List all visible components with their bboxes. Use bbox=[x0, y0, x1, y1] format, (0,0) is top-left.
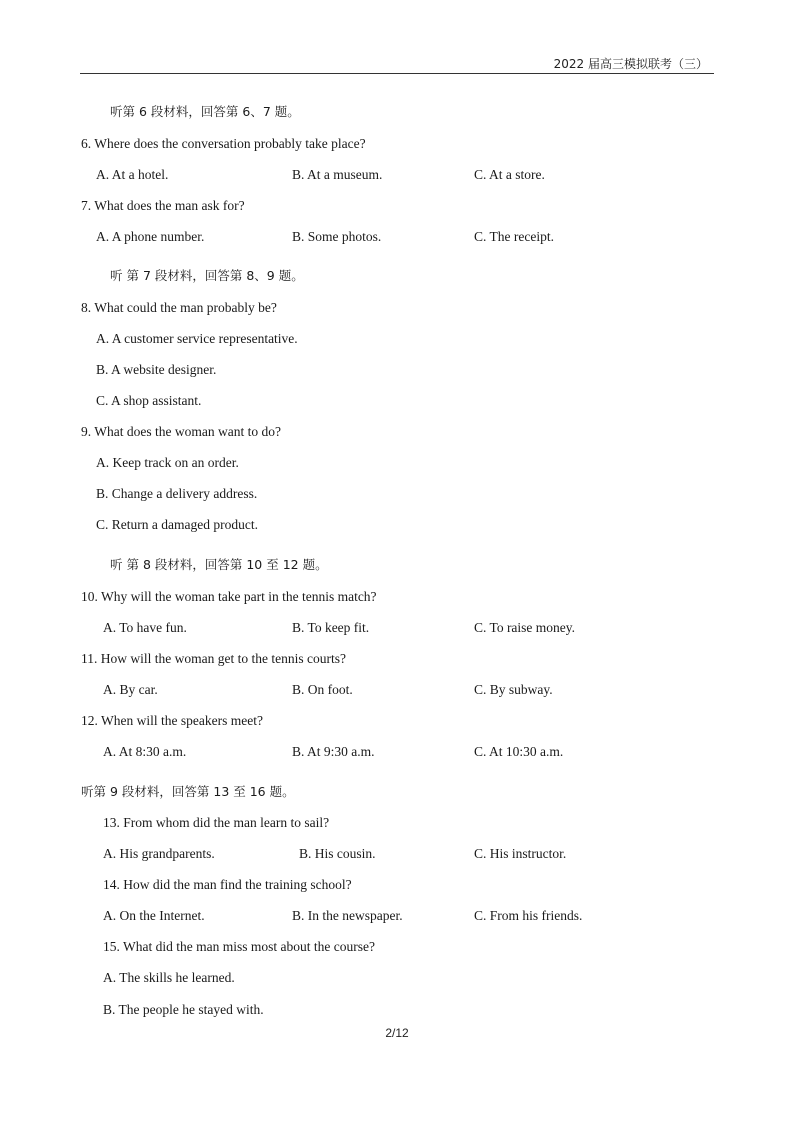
q13-option-c: C. His instructor. bbox=[474, 846, 567, 861]
q10-option-c: C. To raise money. bbox=[474, 620, 576, 635]
section-instruction-7: 听 第 7 段材料，回答第 8、9 题。 bbox=[110, 268, 304, 283]
question-8: 8. What could the man probably be? bbox=[81, 300, 277, 315]
question-7: 7. What does the man ask for? bbox=[81, 198, 245, 213]
q7-option-a: A. A phone number. bbox=[96, 229, 205, 244]
q9-option-b: B. Change a delivery address. bbox=[96, 486, 258, 501]
question-10: 10. Why will the woman take part in the tennis match? bbox=[81, 589, 377, 604]
q9-option-a: A. Keep track on an order. bbox=[96, 455, 239, 470]
q8-option-b: B. A website designer. bbox=[96, 362, 217, 377]
q13-option-b: B. His cousin. bbox=[299, 846, 376, 861]
q15-option-b: B. The people he stayed with. bbox=[103, 1002, 264, 1017]
q14-option-c: C. From his friends. bbox=[474, 908, 583, 923]
question-12: 12. When will the speakers meet? bbox=[81, 713, 263, 728]
q6-option-b: B. At a museum. bbox=[292, 167, 383, 182]
q10-option-b: B. To keep fit. bbox=[292, 620, 370, 635]
q10-option-a: A. To have fun. bbox=[103, 620, 187, 635]
q9-option-c: C. Return a damaged product. bbox=[96, 517, 258, 532]
q12-option-c: C. At 10:30 a.m. bbox=[474, 744, 564, 759]
header-divider bbox=[80, 73, 714, 74]
page-number: 2/12 bbox=[385, 1026, 409, 1040]
q7-option-c: C. The receipt. bbox=[474, 229, 554, 244]
q11-option-b: B. On foot. bbox=[292, 682, 353, 697]
question-6: 6. Where does the conversation probably take place? bbox=[81, 136, 366, 151]
q6-option-a: A. At a hotel. bbox=[96, 167, 169, 182]
question-15: 15. What did the man miss most about the course? bbox=[103, 939, 375, 954]
q11-option-a: A. By car. bbox=[103, 682, 158, 697]
question-11: 11. How will the woman get to the tennis courts? bbox=[81, 651, 346, 666]
q11-option-c: C. By subway. bbox=[474, 682, 553, 697]
q14-option-b: B. In the newspaper. bbox=[292, 908, 403, 923]
question-14: 14. How did the man find the training school? bbox=[103, 877, 352, 892]
q12-option-a: A. At 8:30 a.m. bbox=[103, 744, 187, 759]
question-9: 9. What does the woman want to do? bbox=[81, 424, 281, 439]
q8-option-a: A. A customer service representative. bbox=[96, 331, 298, 346]
q14-option-a: A. On the Internet. bbox=[103, 908, 205, 923]
section-instruction-9: 听第 9 段材料，回答第 13 至 16 题。 bbox=[81, 784, 295, 799]
q8-option-c: C. A shop assistant. bbox=[96, 393, 202, 408]
q12-option-b: B. At 9:30 a.m. bbox=[292, 744, 375, 759]
section-instruction-8: 听 第 8 段材料，回答第 10 至 12 题。 bbox=[110, 557, 328, 572]
exam-header-title: 2022 届高三模拟联考（三） bbox=[553, 57, 708, 71]
question-13: 13. From whom did the man learn to sail? bbox=[103, 815, 330, 830]
section-instruction-6: 听第 6 段材料，回答第 6、7 题。 bbox=[110, 104, 300, 119]
q6-option-c: C. At a store. bbox=[474, 167, 545, 182]
q7-option-b: B. Some photos. bbox=[292, 229, 382, 244]
q15-option-a: A. The skills he learned. bbox=[103, 970, 235, 985]
q13-option-a: A. His grandparents. bbox=[103, 846, 215, 861]
